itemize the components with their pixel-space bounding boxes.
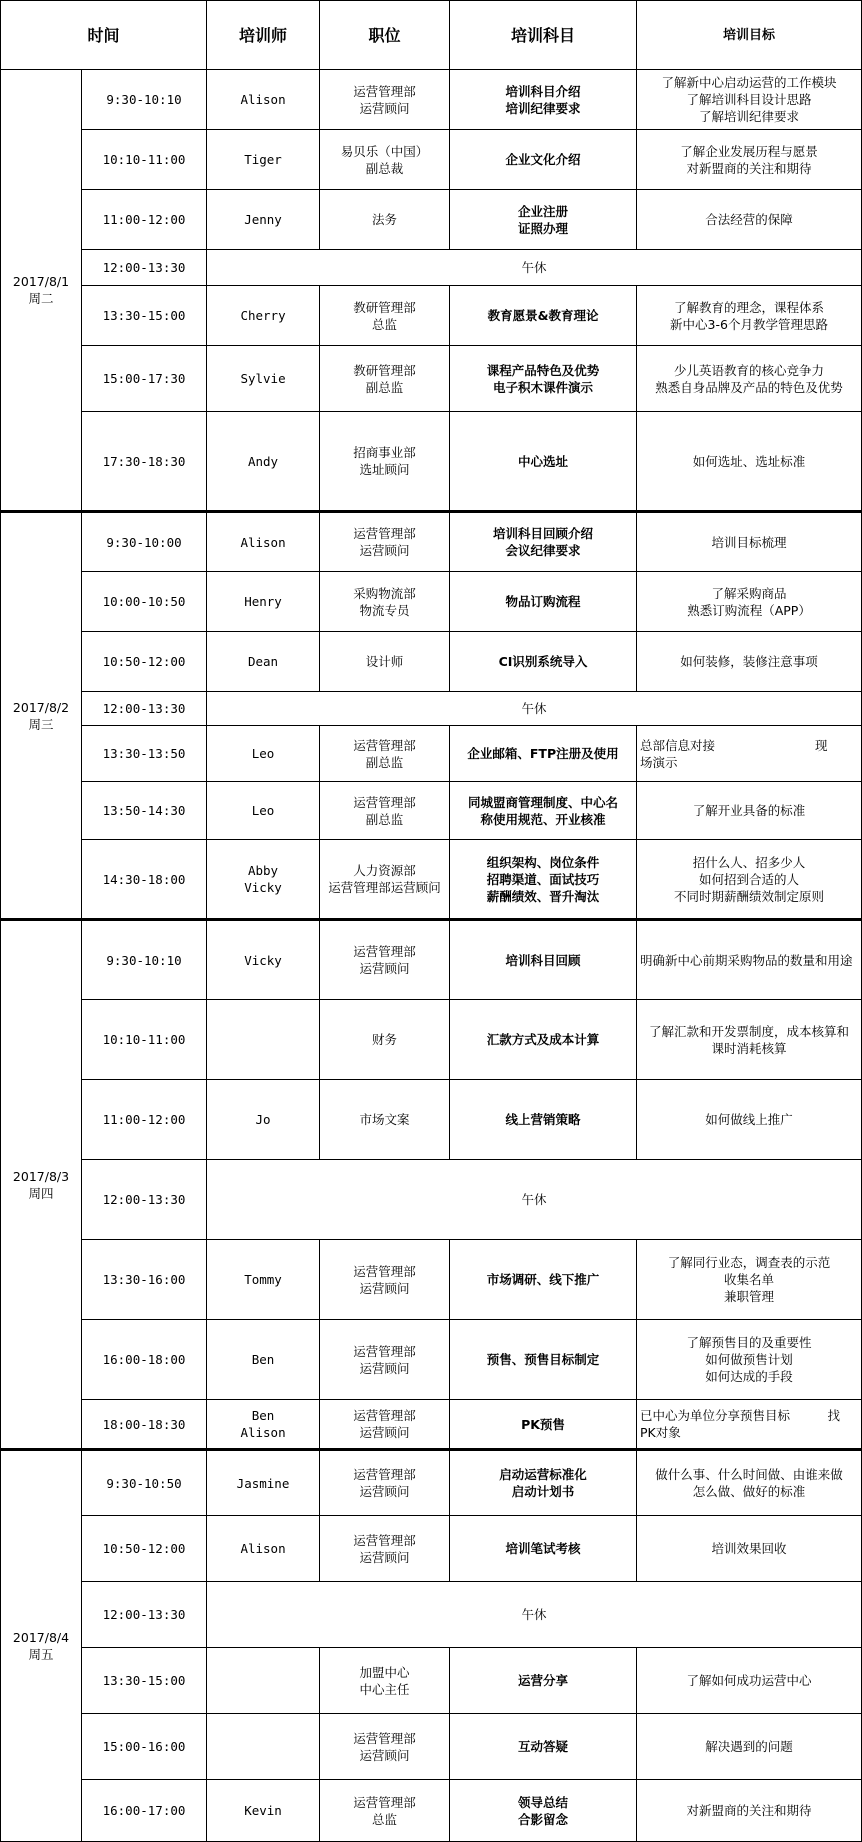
session-row (1, 920, 862, 1000)
goal-cell: 了解新中心启动运营的工作模块 了解培训科目设计思路 了解培训纪律要求 (637, 70, 862, 130)
subject-cell: 线上营销策略 (450, 1080, 637, 1160)
time-slot-cell: 11:00-12:00 (82, 190, 207, 250)
position-cell: 招商事业部 选址顾问 (320, 412, 450, 512)
time-slot-cell: 18:00-18:30 (82, 1400, 207, 1450)
trainer-cell: Cherry (207, 286, 320, 346)
trainer-cell: Kevin (207, 1780, 320, 1842)
subject-cell: 企业邮箱、FTP注册及使用 (450, 726, 637, 782)
trainer-cell: Tommy (207, 1240, 320, 1320)
goal-cell: 了解如何成功运营中心 (637, 1648, 862, 1714)
trainer-cell: Jasmine (207, 1450, 320, 1516)
trainer-cell: Jenny (207, 190, 320, 250)
time-slot-cell: 13:30-15:00 (82, 286, 207, 346)
time-slot-cell: 15:00-16:00 (82, 1714, 207, 1780)
trainer-cell: Leo (207, 782, 320, 840)
position-cell: 设计师 (320, 632, 450, 692)
time-slot-cell: 9:30-10:10 (82, 920, 207, 1000)
trainer-cell: Andy (207, 412, 320, 512)
session-row (1, 512, 862, 572)
time-slot-cell: 9:30-10:50 (82, 1450, 207, 1516)
time-slot-cell: 10:10-11:00 (82, 1000, 207, 1080)
position-cell: 运营管理部 运营顾问 (320, 1450, 450, 1516)
header-trainer: 培训师 (207, 1, 320, 70)
time-slot-cell: 12:00-13:30 (82, 692, 207, 726)
trainer-cell: Tiger (207, 130, 320, 190)
time-slot-cell: 12:00-13:30 (82, 1160, 207, 1240)
subject-cell: 企业注册 证照办理 (450, 190, 637, 250)
trainer-cell: Abby Vicky (207, 840, 320, 920)
position-cell: 法务 (320, 190, 450, 250)
position-cell: 运营管理部 总监 (320, 1780, 450, 1842)
trainer-cell (207, 1000, 320, 1080)
trainer-cell: Sylvie (207, 346, 320, 412)
position-cell: 教研管理部 总监 (320, 286, 450, 346)
time-slot-cell: 17:30-18:30 (82, 412, 207, 512)
session-row (1, 70, 862, 130)
session-row (1, 726, 862, 782)
goal-cell: 做什么事、什么时间做、由谁来做 怎么做、做好的标准 (637, 1450, 862, 1516)
subject-cell: 领导总结 合影留念 (450, 1780, 637, 1842)
time-slot-cell: 9:30-10:00 (82, 512, 207, 572)
time-slot-cell: 16:00-18:00 (82, 1320, 207, 1400)
break-row (1, 692, 862, 726)
subject-cell: PK预售 (450, 1400, 637, 1450)
trainer-cell: Alison (207, 512, 320, 572)
position-cell: 人力资源部 运营管理部运营顾问 (320, 840, 450, 920)
header-row (1, 1, 862, 70)
subject-cell: 运营分享 (450, 1648, 637, 1714)
position-cell: 采购物流部 物流专员 (320, 572, 450, 632)
session-row (1, 1714, 862, 1780)
goal-cell: 了解汇款和开发票制度，成本核算和 课时消耗核算 (637, 1000, 862, 1080)
subject-cell: 预售、预售目标制定 (450, 1320, 637, 1400)
time-slot-cell: 10:00-10:50 (82, 572, 207, 632)
goal-cell: 明确新中心前期采购物品的数量和用途 (637, 920, 862, 1000)
position-cell: 运营管理部 运营顾问 (320, 1240, 450, 1320)
day-date-cell: 2017/8/3 周四 (1, 920, 82, 1450)
goal-cell: 了解开业具备的标准 (637, 782, 862, 840)
time-slot-cell: 9:30-10:10 (82, 70, 207, 130)
time-slot-cell: 10:50-12:00 (82, 632, 207, 692)
session-row (1, 1320, 862, 1400)
session-row (1, 286, 862, 346)
trainer-cell: Henry (207, 572, 320, 632)
goal-cell: 合法经营的保障 (637, 190, 862, 250)
trainer-cell: Alison (207, 70, 320, 130)
goal-cell: 培训效果回收 (637, 1516, 862, 1582)
goal-cell: 如何做线上推广 (637, 1080, 862, 1160)
header-position: 职位 (320, 1, 450, 70)
position-cell: 运营管理部 运营顾问 (320, 920, 450, 1000)
subject-cell: 课程产品特色及优势 电子积木课件演示 (450, 346, 637, 412)
time-slot-cell: 10:10-11:00 (82, 130, 207, 190)
position-cell: 运营管理部 运营顾问 (320, 1516, 450, 1582)
trainer-cell: Alison (207, 1516, 320, 1582)
position-cell: 运营管理部 副总监 (320, 726, 450, 782)
subject-cell: 教育愿景&教育理论 (450, 286, 637, 346)
goal-cell: 如何选址、选址标准 (637, 412, 862, 512)
position-cell: 运营管理部 副总监 (320, 782, 450, 840)
lunch-break-cell: 午休 (207, 692, 862, 726)
trainer-cell: Ben (207, 1320, 320, 1400)
subject-cell: 汇款方式及成本计算 (450, 1000, 637, 1080)
time-slot-cell: 13:30-16:00 (82, 1240, 207, 1320)
session-row (1, 412, 862, 512)
position-cell: 运营管理部 运营顾问 (320, 512, 450, 572)
session-row (1, 1240, 862, 1320)
session-row (1, 130, 862, 190)
goal-cell: 对新盟商的关注和期待 (637, 1780, 862, 1842)
session-row (1, 1080, 862, 1160)
goal-cell: 已中心为单位分享预售目标 找 PK对象 (637, 1400, 862, 1450)
time-slot-cell: 12:00-13:30 (82, 1582, 207, 1648)
session-row (1, 1000, 862, 1080)
subject-cell: 培训科目回顾 (450, 920, 637, 1000)
break-row (1, 1160, 862, 1240)
subject-cell: 培训科目回顾介绍 会议纪律要求 (450, 512, 637, 572)
session-row (1, 1780, 862, 1842)
lunch-break-cell: 午休 (207, 1582, 862, 1648)
goal-cell: 如何装修，装修注意事项 (637, 632, 862, 692)
position-cell: 运营管理部 运营顾问 (320, 70, 450, 130)
goal-cell: 解决遇到的问题 (637, 1714, 862, 1780)
position-cell: 市场文案 (320, 1080, 450, 1160)
time-slot-cell: 16:00-17:00 (82, 1780, 207, 1842)
position-cell: 运营管理部 运营顾问 (320, 1320, 450, 1400)
goal-cell: 了解采购商品 熟悉订购流程（APP） (637, 572, 862, 632)
session-row (1, 1400, 862, 1450)
session-row (1, 1648, 862, 1714)
break-row (1, 1582, 862, 1648)
trainer-cell: Dean (207, 632, 320, 692)
position-cell: 运营管理部 运营顾问 (320, 1714, 450, 1780)
position-cell: 运营管理部 运营顾问 (320, 1400, 450, 1450)
trainer-cell (207, 1648, 320, 1714)
subject-cell: 企业文化介绍 (450, 130, 637, 190)
time-slot-cell: 13:50-14:30 (82, 782, 207, 840)
day-date-cell: 2017/8/1 周二 (1, 70, 82, 512)
subject-cell: 中心选址 (450, 412, 637, 512)
lunch-break-cell: 午休 (207, 250, 862, 286)
subject-cell: 互动答疑 (450, 1714, 637, 1780)
trainer-cell (207, 1714, 320, 1780)
session-row (1, 1450, 862, 1516)
time-slot-cell: 13:30-15:00 (82, 1648, 207, 1714)
subject-cell: 培训科目介绍 培训纪律要求 (450, 70, 637, 130)
subject-cell: 培训笔试考核 (450, 1516, 637, 1582)
subject-cell: 物品订购流程 (450, 572, 637, 632)
session-row (1, 572, 862, 632)
subject-cell: 同城盟商管理制度、中心名 称使用规范、开业核准 (450, 782, 637, 840)
subject-cell: 市场调研、线下推广 (450, 1240, 637, 1320)
header-subject: 培训科目 (450, 1, 637, 70)
session-row (1, 840, 862, 920)
goal-cell: 了解同行业态，调查表的示范 收集名单 兼职管理 (637, 1240, 862, 1320)
goal-cell: 培训目标梳理 (637, 512, 862, 572)
session-row (1, 1516, 862, 1582)
session-row (1, 346, 862, 412)
trainer-cell: Leo (207, 726, 320, 782)
subject-cell: 组织架构、岗位条件 招聘渠道、面试技巧 薪酬绩效、晋升淘汰 (450, 840, 637, 920)
session-row (1, 632, 862, 692)
goal-cell: 了解预售目的及重要性 如何做预售计划 如何达成的手段 (637, 1320, 862, 1400)
goal-cell: 招什么人、招多少人 如何招到合适的人 不同时期薪酬绩效制定原则 (637, 840, 862, 920)
day-date-cell: 2017/8/2 周三 (1, 512, 82, 920)
position-cell: 加盟中心 中心主任 (320, 1648, 450, 1714)
schedule-body (1, 70, 862, 1842)
position-cell: 教研管理部 副总监 (320, 346, 450, 412)
subject-cell: 启动运营标准化 启动计划书 (450, 1450, 637, 1516)
time-slot-cell: 14:30-18:00 (82, 840, 207, 920)
trainer-cell: Vicky (207, 920, 320, 1000)
header-time: 时间 (1, 1, 207, 70)
time-slot-cell: 12:00-13:30 (82, 250, 207, 286)
day-date-cell: 2017/8/4 周五 (1, 1450, 82, 1842)
session-row (1, 782, 862, 840)
header-goal: 培训目标 (637, 1, 862, 70)
break-row (1, 250, 862, 286)
goal-cell: 少儿英语教育的核心竞争力 熟悉自身品牌及产品的特色及优势 (637, 346, 862, 412)
goal-cell: 了解企业发展历程与愿景 对新盟商的关注和期待 (637, 130, 862, 190)
position-cell: 财务 (320, 1000, 450, 1080)
subject-cell: CI识别系统导入 (450, 632, 637, 692)
goal-cell: 了解教育的理念，课程体系 新中心3-6个月教学管理思路 (637, 286, 862, 346)
trainer-cell: Ben Alison (207, 1400, 320, 1450)
goal-cell: 总部信息对接 现 场演示 (637, 726, 862, 782)
time-slot-cell: 15:00-17:30 (82, 346, 207, 412)
time-slot-cell: 11:00-12:00 (82, 1080, 207, 1160)
trainer-cell: Jo (207, 1080, 320, 1160)
session-row (1, 190, 862, 250)
position-cell: 易贝乐（中国） 副总裁 (320, 130, 450, 190)
lunch-break-cell: 午休 (207, 1160, 862, 1240)
time-slot-cell: 10:50-12:00 (82, 1516, 207, 1582)
time-slot-cell: 13:30-13:50 (82, 726, 207, 782)
